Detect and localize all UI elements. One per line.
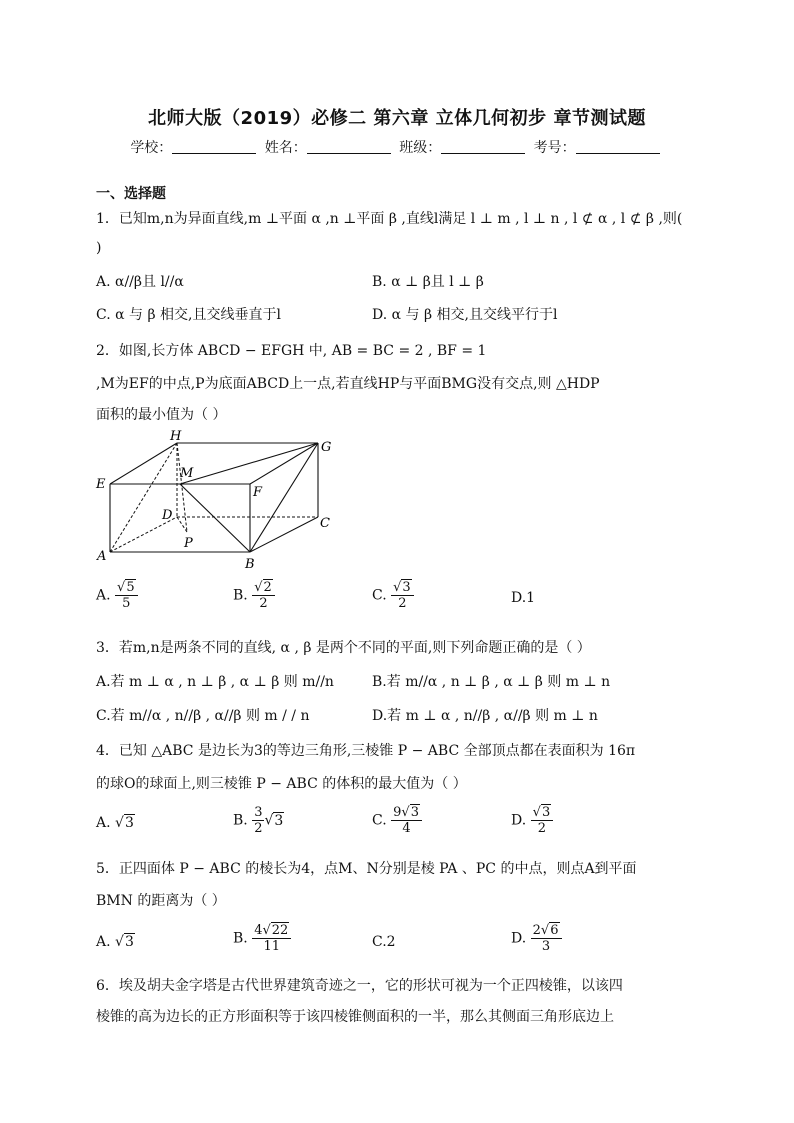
hidden-segment-AH bbox=[110, 443, 177, 552]
label-P: P bbox=[184, 536, 193, 551]
class-blank[interactable] bbox=[441, 140, 525, 154]
exam-title: 北师大版（2019）必修二 第六章 立体几何初步 章节测试题 bbox=[148, 108, 646, 129]
segment-MG bbox=[180, 443, 318, 484]
edge-FG bbox=[250, 443, 318, 484]
q4-stem-line1: 4．已知 △ABC 是边长为3的等边三角形,三棱锥 P − ABC 全部顶点都在表面积为 16π bbox=[96, 743, 636, 759]
number-blank[interactable] bbox=[576, 140, 660, 154]
q3-option-b[interactable]: B.若 m//α , n ⊥ β , α ⊥ β 则 m ⊥ n bbox=[372, 674, 611, 690]
q2-option-a[interactable]: A. $\frac{√5}{5}$ bbox=[96, 580, 138, 611]
q1-stem-line2: ) bbox=[96, 240, 102, 256]
q4-option-c[interactable]: C. $\frac{9√3}{4}$ bbox=[372, 805, 422, 836]
label-G: G bbox=[321, 440, 332, 455]
student-info-row bbox=[0, 137, 794, 157]
q1-stem-line1: 1．已知m,n为异面直线,m ⊥平面 α ,n ⊥平面 β ,直线l满足 l ⊥ m , l ⊥ n , l ⊄ α , l ⊄ β ,则( bbox=[96, 211, 683, 227]
q5-option-c[interactable]: C.2 bbox=[372, 934, 396, 950]
cuboid-figure bbox=[90, 428, 350, 578]
label-F: F bbox=[253, 485, 263, 500]
q1-option-d[interactable]: D. α 与 β 相交,且交线平行于l bbox=[372, 307, 558, 323]
q5-option-d[interactable]: D. $\frac{2√6}{3}$ bbox=[511, 923, 562, 954]
name-blank[interactable] bbox=[307, 140, 391, 154]
q2-stem-line3: 面积的最小值为（ ） bbox=[96, 407, 227, 423]
label-D: D bbox=[162, 508, 173, 523]
label-C: C bbox=[320, 516, 330, 531]
q4-option-d[interactable]: D. $\frac{√3}{2}$ bbox=[511, 805, 553, 836]
q4-stem-line2: 的球O的球面上,则三棱锥 P − ABC 的体积的最大值为（ ） bbox=[96, 776, 467, 792]
label-B: B bbox=[245, 557, 255, 572]
q4-option-a[interactable]: A. √3 bbox=[96, 815, 134, 831]
q6-stem-line1: 6．埃及胡夫金字塔是古代世界建筑奇迹之一，它的形状可视为一个正四棱锥，以该四 bbox=[96, 978, 623, 994]
q3-stem-line1: 3．若m,n是两条不同的直线, α , β 是两个不同的平面,则下列命题正确的是（ ） bbox=[96, 640, 591, 656]
q5-option-a[interactable]: A. √3 bbox=[96, 934, 134, 950]
label-A: A bbox=[97, 549, 107, 564]
q5-option-b[interactable]: B. $\frac{4√22}{11}$ bbox=[233, 923, 291, 954]
q2-option-b[interactable]: B. $\frac{√2}{2}$ bbox=[233, 580, 275, 611]
q2-stem-line2: ,M为EF的中点,P为底面ABCD上一点,若直线HP与平面BMG没有交点,则 △HDP bbox=[96, 376, 600, 392]
q3-option-c[interactable]: C.若 m//α , n//β , α//β 则 m / / n bbox=[96, 708, 310, 724]
label-M: M bbox=[180, 466, 194, 481]
q1-option-c[interactable]: C. α 与 β 相交,且交线垂直于l bbox=[96, 307, 281, 323]
school-blank[interactable] bbox=[172, 140, 256, 154]
edge-EH bbox=[110, 443, 177, 484]
school-label: 学校： bbox=[130, 140, 173, 156]
label-H: H bbox=[170, 429, 182, 444]
q2-option-d[interactable]: D.1 bbox=[511, 590, 536, 606]
q5-stem-line1: 5．正四面体 P − ABC 的棱长为4，点M、N分别是棱 PA 、PC 的中点，则点A到平面 bbox=[96, 861, 637, 877]
number-label: 考号： bbox=[533, 140, 576, 156]
q1-option-b[interactable]: B. α ⊥ β且 l ⊥ β bbox=[372, 274, 484, 290]
section-heading: 一、选择题 bbox=[96, 186, 166, 202]
q3-option-d[interactable]: D.若 m ⊥ α , n//β , α//β 则 m ⊥ n bbox=[372, 708, 598, 724]
q2-option-c[interactable]: C. $\frac{√3}{2}$ bbox=[372, 580, 414, 611]
q4-option-b[interactable]: B. $\frac{3}{2}$ √3 bbox=[233, 805, 284, 836]
class-label: 班级： bbox=[399, 140, 442, 156]
edge-BC bbox=[250, 517, 318, 552]
name-label: 姓名： bbox=[264, 140, 307, 156]
label-E: E bbox=[96, 477, 106, 492]
q1-option-a[interactable]: A. α//β且 l//α bbox=[96, 274, 184, 290]
q3-option-a[interactable]: A.若 m ⊥ α , n ⊥ β , α ⊥ β 则 m//n bbox=[96, 674, 334, 690]
q5-stem-line2: BMN 的距离为（ ） bbox=[96, 893, 226, 909]
q2-stem-line1: 2．如图,长方体 ABCD − EFGH 中, AB = BC = 2 , BF = 1 bbox=[96, 343, 487, 359]
q6-stem-line2: 棱锥的高为边长的正方形面积等于该四棱锥侧面积的一半，那么其侧面三角形底边上 bbox=[96, 1009, 614, 1025]
